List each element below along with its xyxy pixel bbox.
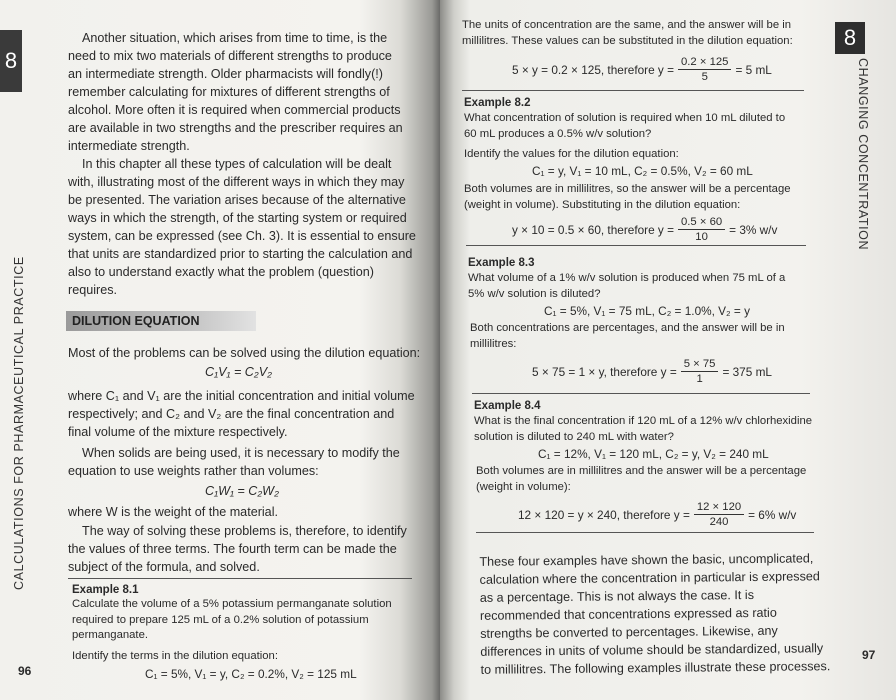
continuation-text bbox=[462, 18, 793, 49]
text-line: Identify the values for the dilution equation: bbox=[464, 148, 679, 160]
equation-lhs: 5 × 75 = 1 × y, therefore y = bbox=[532, 364, 677, 379]
text-line: What concentration of solution is required when 10 mL diluted to bbox=[464, 112, 786, 124]
section-heading: DILUTION EQUATION bbox=[66, 311, 256, 331]
fraction bbox=[678, 215, 725, 244]
example-title: Example 8.4 bbox=[474, 400, 541, 412]
example-text bbox=[464, 147, 679, 163]
denominator: 1 bbox=[696, 373, 703, 385]
page-number: 96 bbox=[18, 664, 32, 678]
right-page bbox=[440, 0, 896, 700]
intro-paragraph bbox=[68, 29, 403, 155]
text-line: that units are standardized prior to starting the calculation and bbox=[68, 247, 413, 261]
denominator: 240 bbox=[709, 516, 729, 528]
worked-equation bbox=[532, 357, 772, 386]
running-title: CHANGING CONCENTRATION bbox=[856, 58, 870, 251]
example-terms: C₁ = 5%, V₁ = 75 mL, C₂ = 1.0%, V₂ = y bbox=[544, 304, 750, 318]
text-line: with, illustrating most of the different ways in which they may bbox=[68, 175, 405, 189]
text-line: Calculate the volume of a 5% potassium permanganate solution bbox=[72, 598, 392, 610]
text-line: as a percentage. This is not always the case. It is bbox=[479, 587, 755, 605]
text-line: 60 mL produces a 0.5% w/v solution? bbox=[464, 127, 652, 140]
equation-result: = 3% w/v bbox=[729, 222, 778, 237]
example-title: Example 8.3 bbox=[468, 257, 535, 269]
closing-paragraph bbox=[479, 549, 830, 679]
text-line: system, can be expressed (see Ch. 3). It is essential to ensure bbox=[68, 229, 416, 243]
equation-lhs: 12 × 120 = y × 240, therefore y = bbox=[518, 507, 690, 522]
example-question bbox=[468, 271, 785, 302]
text-line: Both volumes are in millilitres and the answer will be a percentage bbox=[476, 465, 807, 477]
fraction bbox=[678, 55, 731, 84]
example-text bbox=[72, 649, 278, 665]
equation-result: = 375 mL bbox=[722, 364, 772, 379]
text-line: permanganate. bbox=[72, 629, 148, 642]
text-line: Identify the terms in the dilution equation: bbox=[72, 650, 278, 662]
worked-equation bbox=[512, 215, 777, 244]
text-line: differences in units of volume should be standardized, usually bbox=[480, 641, 824, 659]
chapter-tab: 8 bbox=[835, 22, 865, 54]
divider bbox=[476, 532, 814, 533]
text-line: In this chapter all these types of calculation will be dealt bbox=[82, 157, 392, 171]
text-line: ways in which the strength, of the starting system or required bbox=[68, 211, 407, 225]
text-line: alcohol. More often it is required when commercial products bbox=[68, 103, 401, 117]
example-note bbox=[470, 321, 785, 352]
text-line: where C₁ and V₁ are the initial concentration and initial volume bbox=[68, 389, 415, 403]
text-line: be presented. The variation arises because of the alternative bbox=[68, 193, 406, 207]
text-line: final volume of the mixture respectively. bbox=[68, 425, 288, 439]
paragraph bbox=[68, 503, 278, 521]
text-line: millilitres. These values can be substituted in the dilution equation: bbox=[462, 34, 793, 47]
text-line: are available in two strengths and the prescriber requires an bbox=[68, 121, 403, 135]
text-line: intermediate strength. bbox=[68, 139, 190, 153]
example-note bbox=[476, 464, 806, 495]
paragraph bbox=[68, 344, 420, 362]
worked-equation bbox=[512, 55, 772, 84]
example-question bbox=[464, 111, 785, 142]
text-line: where W is the weight of the material. bbox=[68, 505, 278, 519]
text-line: strengths be converted to percentages. Likewise, any bbox=[480, 623, 778, 641]
numerator: 5 × 75 bbox=[681, 357, 719, 372]
example-terms: C₁ = 12%, V₁ = 120 mL, C₂ = y, V₂ = 240 mL bbox=[538, 447, 769, 461]
example-terms: C₁ = y, V₁ = 10 mL, C₂ = 0.5%, V₂ = 60 mL bbox=[532, 164, 753, 178]
left-page bbox=[0, 0, 440, 700]
example-question bbox=[72, 597, 392, 644]
numerator: 12 × 120 bbox=[694, 500, 744, 515]
divider bbox=[462, 90, 804, 91]
worked-equation bbox=[518, 500, 796, 529]
text-line: (weight in volume). Substituting in the dilution equation: bbox=[464, 198, 741, 211]
fraction bbox=[694, 500, 744, 529]
paragraph bbox=[68, 387, 415, 441]
equation-lhs: y × 10 = 0.5 × 60, therefore y = bbox=[512, 222, 674, 237]
numerator: 0.2 × 125 bbox=[678, 55, 731, 70]
text-line: need to mix two materials of different strengths to produce bbox=[68, 49, 392, 63]
dilution-equation: C₁V₁ = C₂V₂ bbox=[205, 365, 272, 379]
numerator: 0.5 × 60 bbox=[678, 215, 725, 230]
weight-equation: C₁W₁ = C₂W₂ bbox=[205, 484, 279, 498]
chapter-paragraph bbox=[68, 155, 416, 299]
text-line: Most of the problems can be solved using the dilution equation: bbox=[68, 346, 421, 360]
text-line: the values of three terms. The fourth term can be made the bbox=[68, 542, 397, 556]
text-line: The units of concentration are the same, and the answer will be in bbox=[462, 19, 792, 31]
equation-result: = 6% w/v bbox=[748, 507, 797, 522]
text-line: equation to use weights rather than volumes: bbox=[68, 464, 319, 478]
divider bbox=[472, 393, 810, 394]
paragraph bbox=[68, 522, 407, 576]
divider bbox=[466, 245, 806, 246]
text-line: Both concentrations are percentages, and the answer will be in bbox=[470, 322, 785, 334]
fraction bbox=[681, 357, 719, 386]
text-line: millilitres: bbox=[470, 337, 517, 350]
text-line: an intermediate strength. Older pharmacists will fondly(!) bbox=[68, 67, 383, 81]
text-line: also to understand exactly what the problem (question) bbox=[68, 265, 374, 279]
text-line: remember calculating for mixtures of different strengths of bbox=[68, 85, 390, 99]
text-line: solution is diluted to 240 mL with water? bbox=[474, 430, 674, 443]
text-line: The way of solving these problems is, therefore, to identify bbox=[82, 524, 407, 538]
text-line: Another situation, which arises from time to time, is the bbox=[82, 31, 388, 45]
text-line: What volume of a 1% w/v solution is produced when 75 mL of a bbox=[468, 272, 786, 284]
example-title: Example 8.1 bbox=[72, 584, 139, 596]
page-number: 97 bbox=[862, 648, 876, 662]
text-line: (weight in volume): bbox=[476, 480, 571, 493]
text-line: Both volumes are in millilitres, so the answer will be a percentage bbox=[464, 183, 791, 195]
equation-lhs: 5 × y = 0.2 × 125, therefore y = bbox=[512, 62, 674, 77]
text-line: subject of the formula, and solved. bbox=[68, 560, 260, 574]
text-line: requires. bbox=[68, 283, 117, 297]
text-line: calculation where the concentration in particular is expressed bbox=[479, 569, 820, 587]
example-title: Example 8.2 bbox=[464, 97, 531, 109]
text-line: 5% w/v solution is diluted? bbox=[468, 287, 601, 300]
example-terms: C₁ = 5%, V₁ = y, C₂ = 0.2%, V₂ = 125 mL bbox=[145, 667, 357, 681]
equation-result: = 5 mL bbox=[735, 62, 772, 77]
text-line: respectively; and C₂ and V₂ are the final concentration and bbox=[68, 407, 395, 421]
text-line: required to prepare 125 mL of a 0.2% solution of potassium bbox=[72, 613, 369, 626]
denominator: 10 bbox=[695, 231, 708, 243]
example-question bbox=[474, 414, 812, 445]
divider bbox=[68, 578, 412, 579]
text-line: recommended that concentrations expressed as ratio bbox=[479, 605, 777, 623]
denominator: 5 bbox=[701, 71, 708, 83]
text-line: What is the final concentration if 120 mL of a 12% w/v chlorhexidine bbox=[474, 415, 813, 427]
text-line: These four examples have shown the basic, uncomplicated, bbox=[479, 551, 814, 569]
running-title: CALCULATIONS FOR PHARMACEUTICAL PRACTICE bbox=[12, 256, 26, 590]
example-note bbox=[464, 182, 791, 213]
text-line: to millilitres. The following examples illustrate these processes. bbox=[480, 659, 831, 677]
paragraph bbox=[68, 444, 400, 480]
text-line: When solids are being used, it is necessary to modify the bbox=[82, 446, 400, 460]
chapter-tab: 8 bbox=[0, 30, 22, 92]
